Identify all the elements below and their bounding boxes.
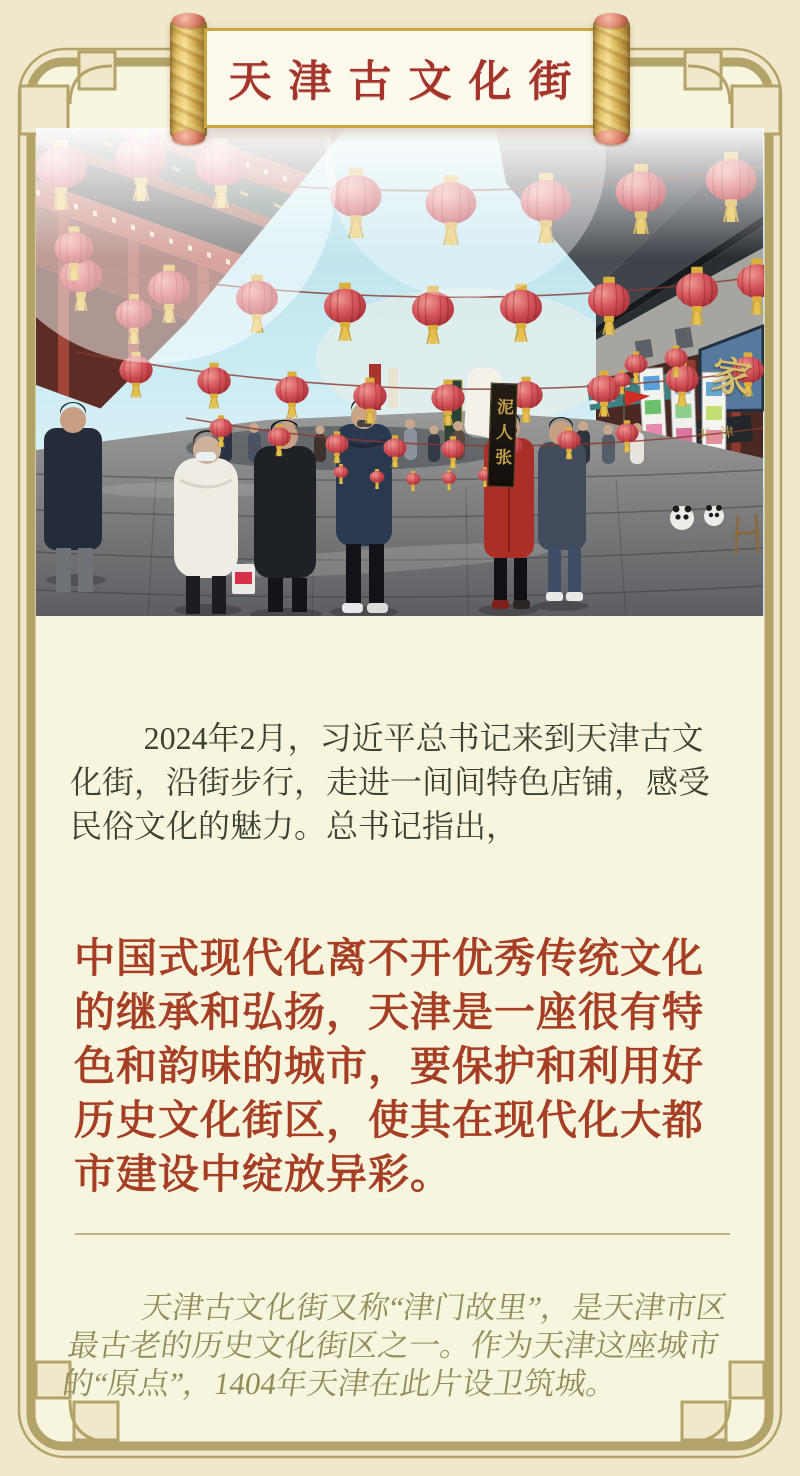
scroll-roller-left	[170, 20, 207, 138]
roller-cap	[595, 130, 628, 145]
roller-cap	[172, 13, 205, 28]
title-board	[204, 28, 596, 128]
roller-cap	[595, 13, 628, 28]
scroll-roller-right	[593, 20, 630, 138]
intro-paragraph: 2024年2月，习近平总书记来到天津古文化街，沿街步行，走进一间间特色店铺，感受民俗文化的魅力。总书记指出，	[70, 720, 711, 844]
quote-paragraph: 中国式现代化离不开优秀传统文化的继承和弘扬，天津是一座很有特色和韵味的城市，要保护和利用好历史文化街区，使其在现代化大都市建设中绽放异彩。	[74, 935, 704, 1197]
jia-sign: 家	[708, 351, 755, 403]
tianjin-sign: 天津	[696, 424, 744, 445]
divider-line	[75, 1233, 730, 1235]
nirenzhang-banner: 泥人张	[487, 383, 518, 488]
page-title: 天津古文化街	[228, 58, 589, 106]
title-scroll-banner	[170, 16, 630, 142]
footnote-paragraph: 天津古文化街又称“津门故里”，是天津市区最古老的历史文化街区之一。作为天津这座城市的“原点”，1404年天津在此片设卫筑城。	[60, 1290, 730, 1401]
street-photo	[36, 128, 764, 616]
roller-cap	[172, 130, 205, 145]
